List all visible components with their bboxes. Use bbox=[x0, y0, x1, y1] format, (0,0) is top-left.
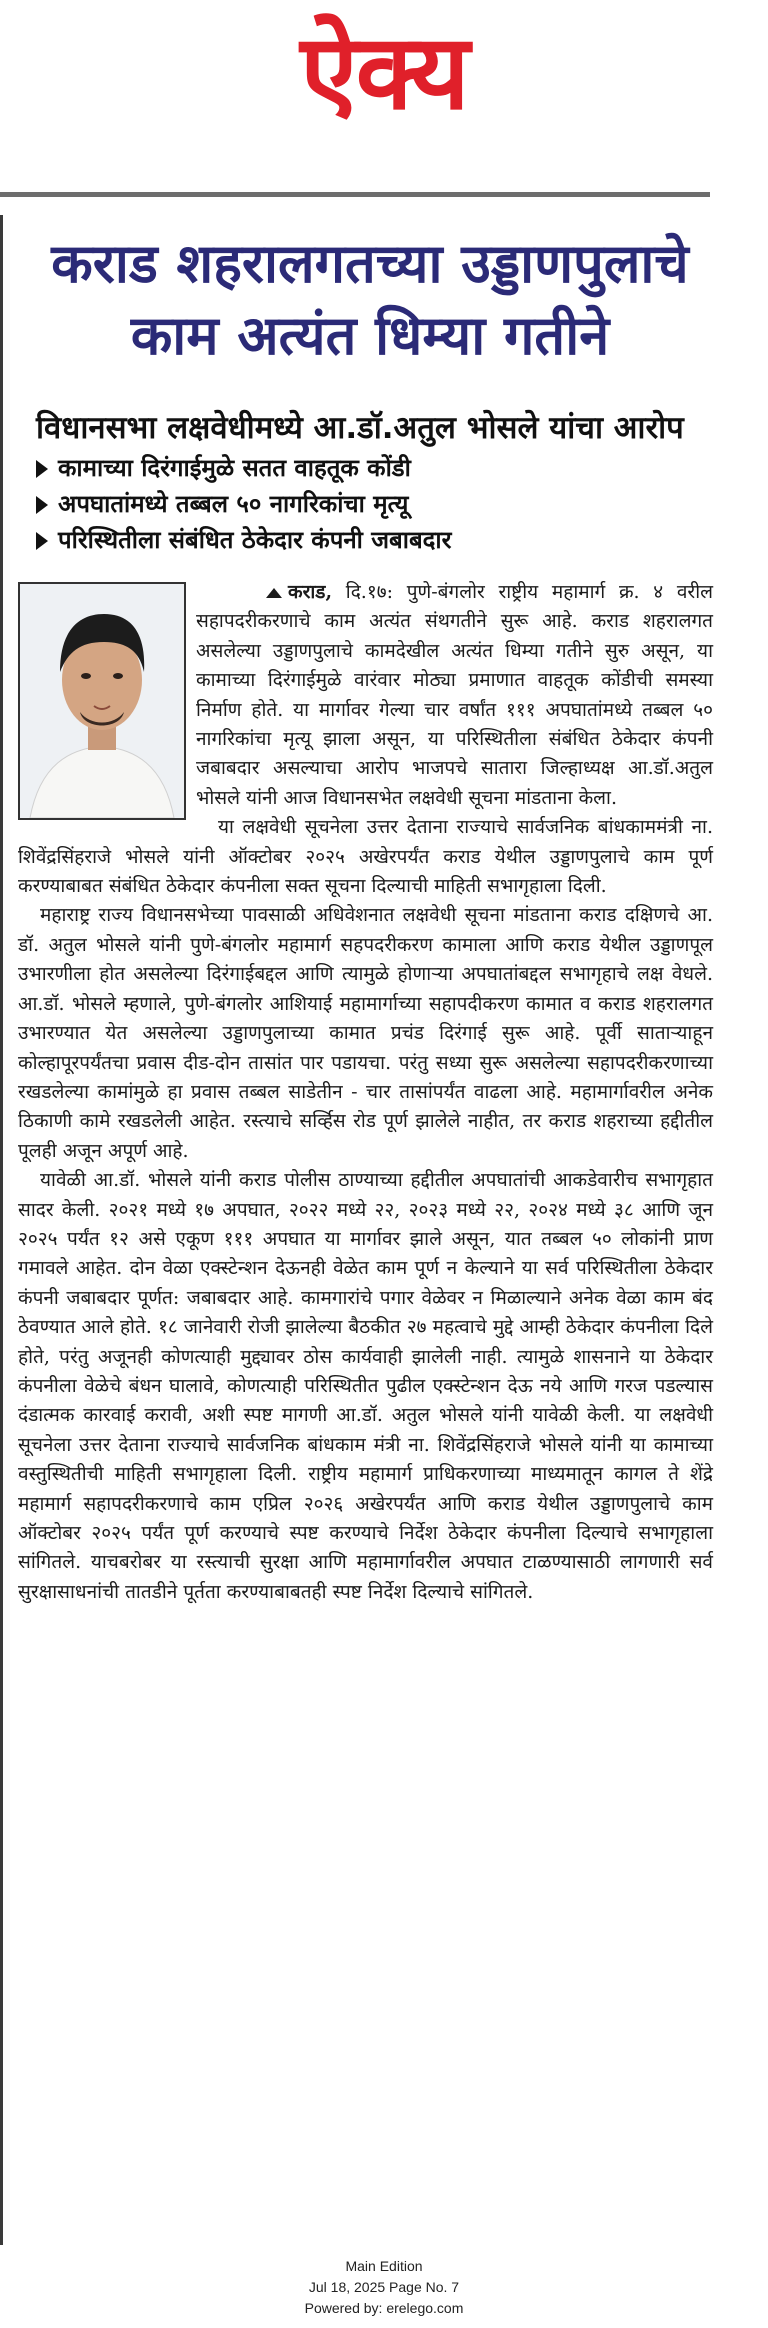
bullet-item bbox=[36, 522, 726, 558]
footer-edition: Main Edition bbox=[345, 2258, 423, 2274]
bullet-text: कामाच्या दिरंगाईमुळे सतत वाहतूक कोंडी bbox=[58, 454, 411, 482]
newspaper-logo: ऐक्य bbox=[300, 11, 468, 133]
bullet-text: परिस्थितीला संबंधित ठेकेदार कंपनी जबाबदार bbox=[58, 526, 452, 554]
article-body bbox=[18, 578, 713, 1607]
article-headline: कराड शहरालगतच्या उड्डाणपुलाचे काम अत्यंत धिम्या गतीने bbox=[51, 232, 689, 367]
dateline-text: कराड, bbox=[288, 581, 333, 603]
paragraph-text: दि.१७: पुणे-बंगलोर राष्ट्रीय महामार्ग क्र. ४ वरील सहापदरीकरणाचे काम अत्यंत संथगतीने सुरू आहे. कराड शहरालगत असलेल्या उड्डाणपुलाचे कामदेखील अत्यंत धिम्या गतीने सुरु असून, या कामाच्या दिरंगाईमुळे वारंवार मोठ्या प्रमाणात वाहतूक कोंडीची समस्या निर्माण होते. या मार्गावर गेल्या चार वर्षांत १११ अपघातांमध्ये तब्बल ५० नागरिकांचा मृत्यू झाला असून, या परिस्थितीला संबंधित ठेकेदार कंपनी जबाबदार असल्याचा आरोप भाजपचे सातारा जिल्हाध्यक्ष आ.डॉ.अतुल भोसले यांनी आज विधानसभेत लक्षवेधी सूचना मांडताना केला. bbox=[196, 581, 713, 809]
highlight-bullets bbox=[36, 450, 726, 558]
bullet-text: अपघातांमध्ये तब्बल ५० नागरिकांचा मृत्यू bbox=[58, 490, 409, 518]
article-paragraph: या लक्षवेधी सूचनेला उत्तर देताना राज्याचे सार्वजनिक बांधकाममंत्री ना. शिवेंद्रसिंहराजे भोसले यांनी ऑक्टोबर २०२५ अखेरपर्यंत कराड येथील उड्डाणपुलाचे काम पूर्ण करण्याबाबत संबंधित ठेकेदार कंपनीला सक्त सूचना दिल्याची माहिती सभागृहाला दिली. bbox=[18, 816, 713, 898]
dateline bbox=[196, 581, 332, 603]
triangle-bullet-icon bbox=[36, 532, 48, 550]
triangle-bullet-icon bbox=[36, 460, 48, 478]
masthead-divider bbox=[0, 192, 710, 197]
masthead bbox=[0, 0, 768, 190]
article-paragraph: महाराष्ट्र राज्य विधानसभेच्या पावसाळी अधिवेशनात लक्षवेधी सूचना मांडताना कराड दक्षिणचे आ. डॉ. अतुल भोसले यांनी पुणे-बंगलोर महामार्ग सहपदरीकरण कामाला आणि कराड येथील उड्डाणपूल उभारणीला होत असलेल्या दिरंगाईबद्दल आणि त्यामुळे होणाऱ्या अपघातांबद्दल सभागृहाचे लक्ष वेधले. आ.डॉ. भोसले म्हणाले, पुणे-बंगलोर आशियाई महामार्गाच्या सहापदीकरण कामात व कराड शहरालगत उभारण्यात येत असलेल्या उड्डाणपुलाच्या कामात प्रचंड दिरंगाई सुरू आहे. पूर्वी साताऱ्याहून कोल्हापूरपर्यंतचा प्रवास दीड-दोन तासांत पार पडायचा. परंतु सध्या सुरू असलेल्या सहापदरीकरणाच्या रखडलेल्या कामांमुळे हा प्रवास तब्बल साडेतीन - चार तासांपर्यंत वाढला आहे. महामार्गावरील अनेक ठिकाणी कामे रखडलेली आहेत. रस्त्याचे सर्व्हिस रोड पूर्ण झालेले नाहीत, तर कराड शहराच्या हद्दीतील पूलही अजून अपूर्ण आहे. bbox=[18, 904, 713, 1162]
triangle-mark-icon bbox=[266, 588, 282, 598]
column-border bbox=[0, 215, 3, 2245]
footer-date-page: Jul 18, 2025 Page No. 7 bbox=[308, 2279, 460, 2295]
page-footer bbox=[0, 2256, 768, 2319]
article-paragraph: यावेळी आ.डॉ. भोसले यांनी कराड पोलीस ठाण्याच्या हद्दीतील अपघातांची आकडेवारीच सभागृहात सादर केली. २०२१ मध्ये १७ अपघात, २०२२ मध्ये २२, २०२३ मध्ये २२, २०२४ मध्ये ३८ आणि जून २०२५ पर्यंत १२ असे एकूण १११ अपघात या मार्गावर झाले असून, यात तब्बल ५० लोकांनी प्राण गमावले आहेत. दोन वेळा एक्स्टेन्शन देऊनही वेळेत काम पूर्ण न केल्याने या सर्व परिस्थितीला ठेकेदार कंपनी जबाबदार पूर्णत: जबाबदार आहे. कामगारांचे पगार वेळेवर न मिळाल्याने अनेक वेळा काम बंद ठेवण्यात आले होते. १८ जानेवारी रोजी झालेल्या बैठकीत २७ महत्वाचे मुद्दे आम्ही ठेकेदार कंपनीला दिले होते, परंतु अजूनही कोणत्याही मुद्द्यावर ठोस कार्यवाही झालेली नाही. त्यामुळे शासनाने या ठेकेदार कंपनीला वेळेचे बंधन घालावे, कोणत्याही परिस्थितीत पुढील एक्स्टेन्शन देऊ नये आणि गरज पडल्यास दंडात्मक कारवाई करावी, अशी स्पष्ट मागणी आ.डॉ. अतुल भोसले यांनी यावेळी केली. या लक्षवेधी सूचनेला उत्तर देताना राज्याचे सार्वजनिक बांधकाम मंत्री ना. शिवेंद्रसिंहराजे भोसले यांनी या कामाच्या वस्तुस्थितीची माहिती सभागृहाला दिली. राष्ट्रीय महामार्ग प्राधिकरणाच्या माध्यमातून कागल ते शेंद्रे महामार्ग सहापदरीकरणाचे काम एप्रिल २०२६ अखेरपर्यंत आणि कराड येथील उड्डाणपुलाचे काम ऑक्टोबर २०२५ पर्यंत पूर्ण करण्याचे स्पष्ट करण्याचे निर्देश ठेकेदार कंपनीला दिल्याचे सभागृहाला सांगितले. याचबरोबर या रस्त्याची सुरक्षा आणि महामार्गावरील अपघात टाळण्यासाठी लागणारी सर्व सुरक्षासाधनांची तातडीने पूर्तता करण्याबाबतही स्पष्ट निर्देश दिल्याचे सांगितले. bbox=[18, 1169, 713, 1603]
bullet-item bbox=[36, 450, 726, 486]
footer-powered-by: Powered by: erelego.com bbox=[304, 2300, 464, 2316]
article-paragraph bbox=[18, 578, 713, 813]
triangle-bullet-icon bbox=[36, 496, 48, 514]
article-subheadline: विधानसभा लक्षवेधीमध्ये आ.डॉ.अतुल भोसले यांचा आरोप bbox=[36, 410, 684, 446]
photo-placeholder-space bbox=[18, 578, 188, 826]
bullet-item bbox=[36, 486, 726, 522]
